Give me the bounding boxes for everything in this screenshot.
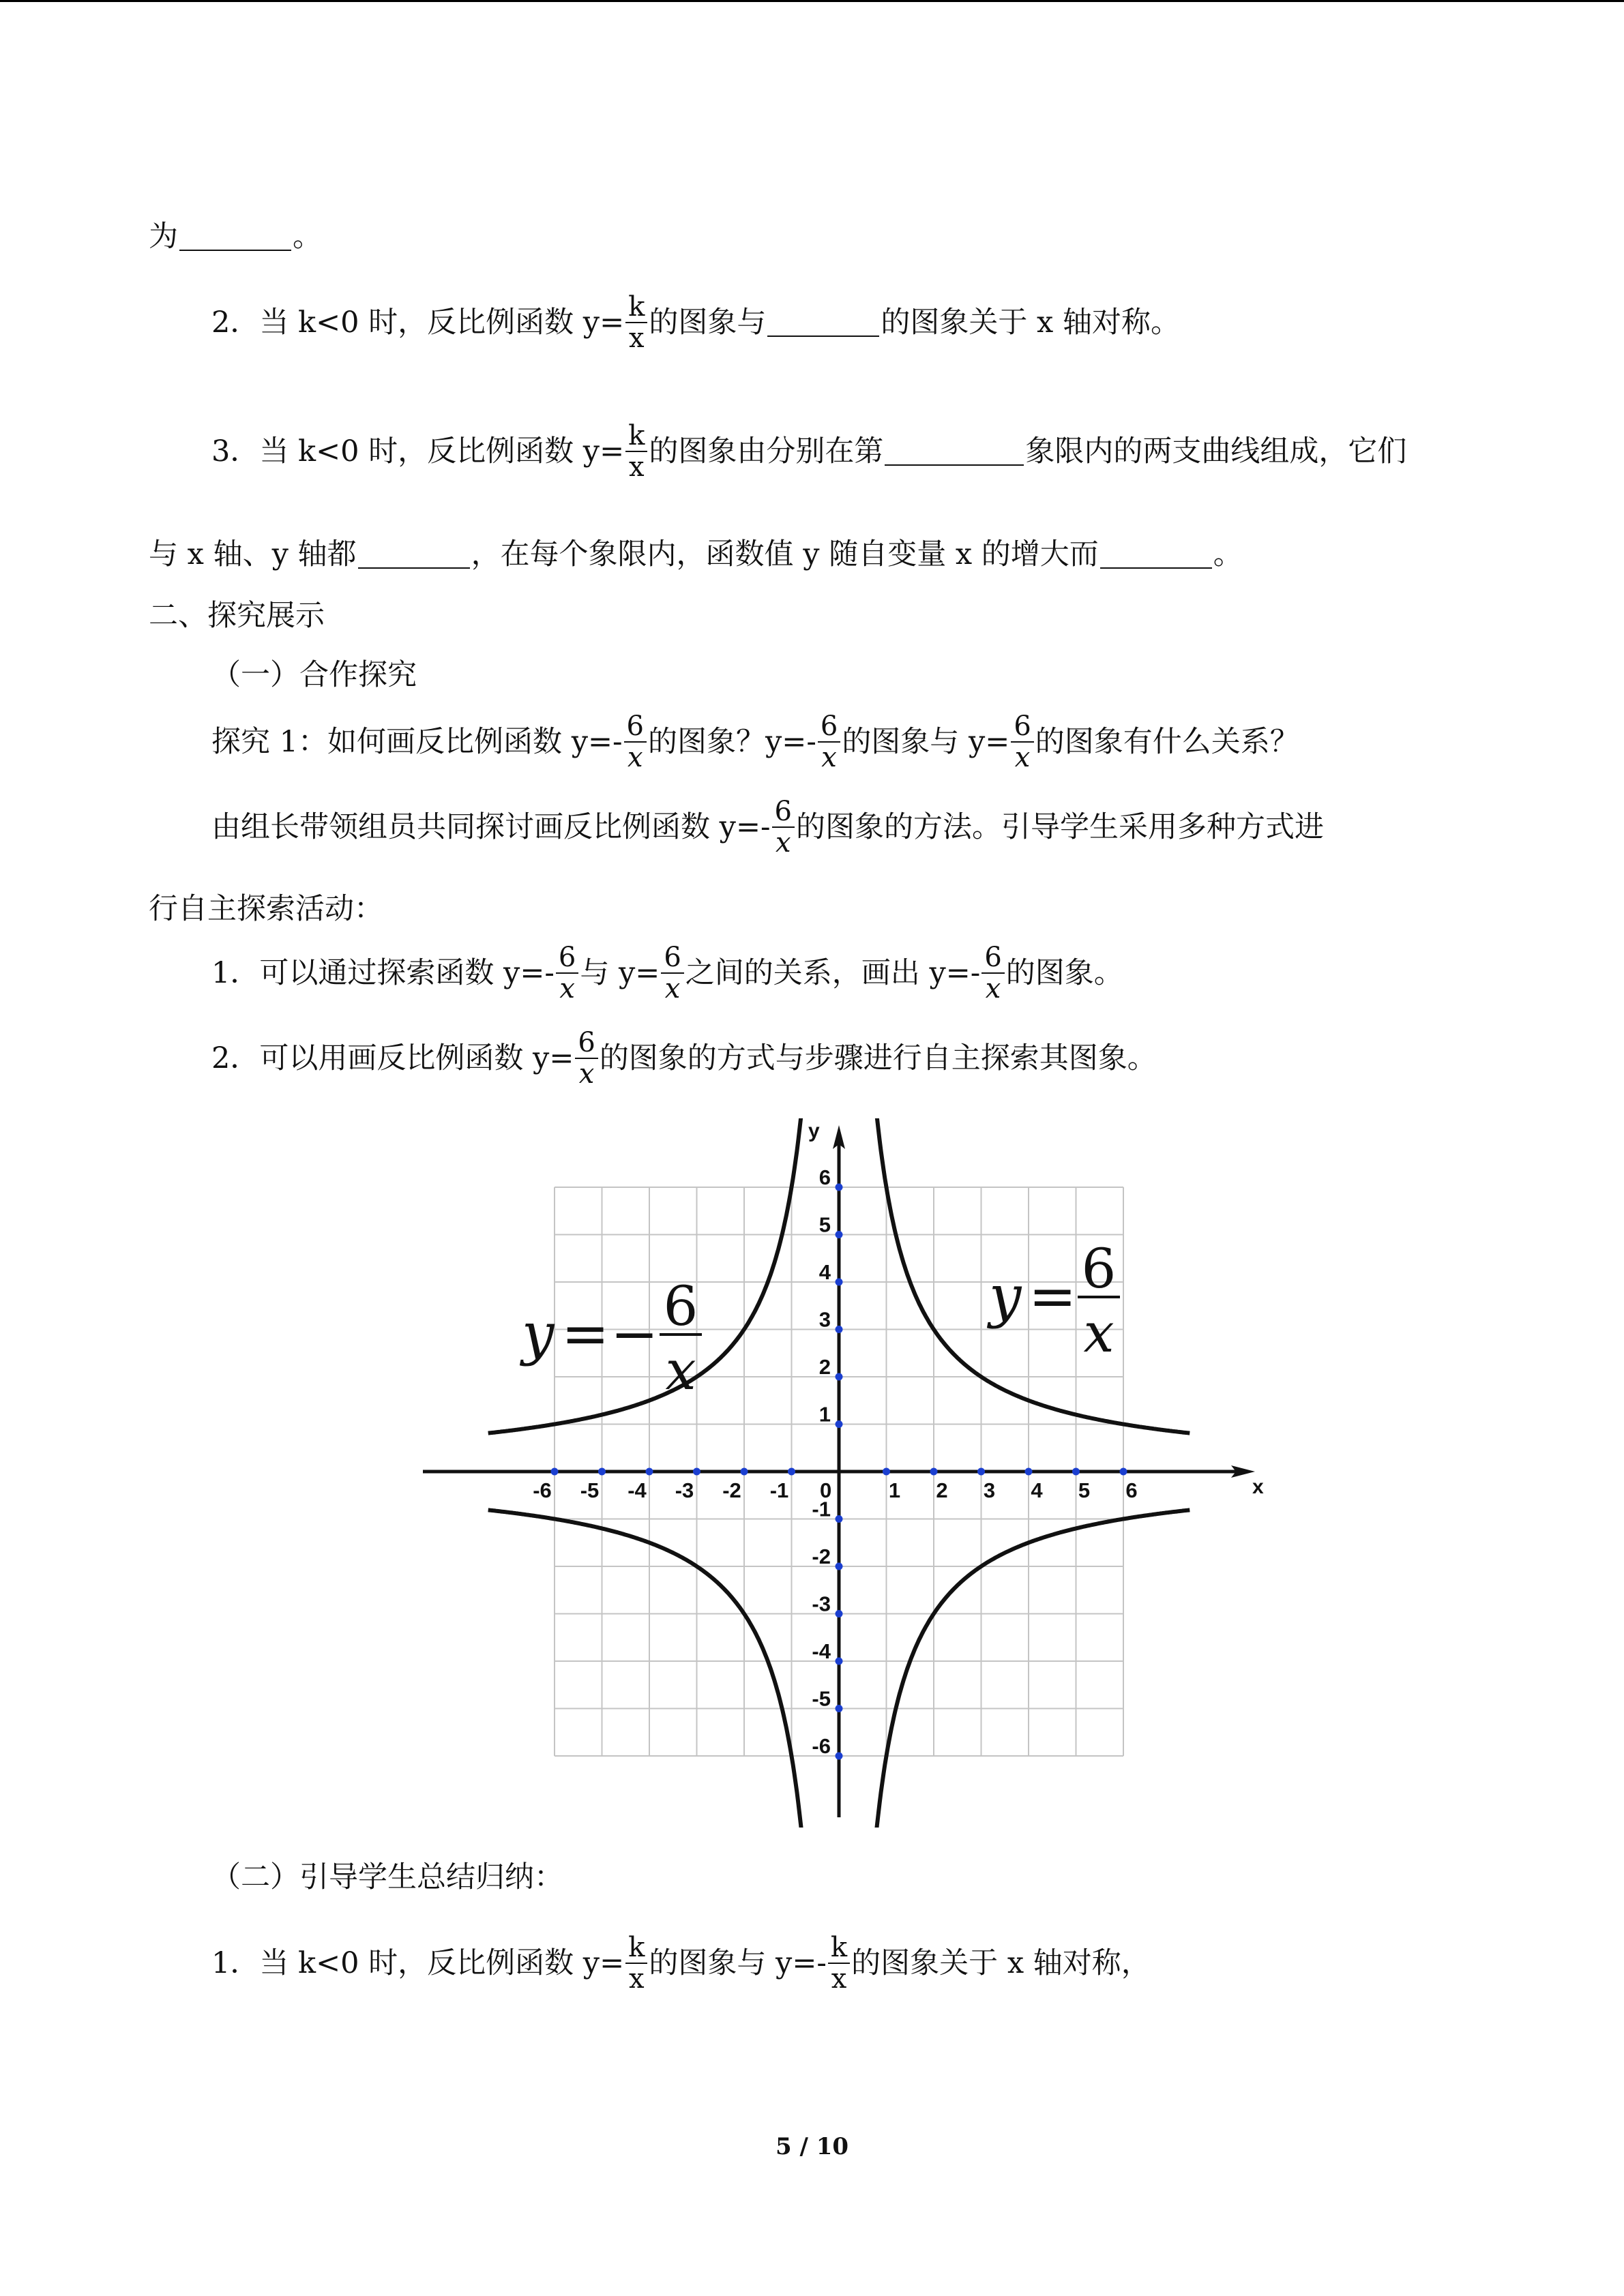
- equation-lhs: y: [522, 1300, 555, 1367]
- y-tick-label: -5: [812, 1686, 831, 1711]
- y-tick-dot: [836, 1563, 843, 1570]
- text-segment: 象限内的两支曲线组成，它们: [1025, 434, 1407, 468]
- fraction-denominator: x: [664, 973, 681, 1004]
- x-tick-label: 4: [1031, 1478, 1043, 1502]
- text-line-method-2: [0, 1021, 1624, 1096]
- fraction-denominator: x: [1014, 742, 1031, 773]
- x-tick-dot: [741, 1468, 748, 1476]
- axes: [423, 1120, 1264, 1817]
- fraction-numerator: 6: [1011, 713, 1033, 743]
- fraction-denominator: x: [831, 1963, 847, 1995]
- fraction-denominator: x: [627, 742, 643, 773]
- text-segment: （二）引导学生总结归纳：: [211, 1860, 563, 1894]
- y-tick-label: -2: [812, 1545, 831, 1568]
- y-tick-dot: [836, 1231, 843, 1238]
- text-segment: 由组长带领组员共同探讨画反比例函数 y=-: [211, 810, 771, 844]
- x-tick-dot: [1120, 1468, 1127, 1476]
- x-tick-label: -4: [628, 1478, 647, 1502]
- fraction-numerator: 6: [575, 1029, 597, 1059]
- x-tick-dot: [646, 1468, 653, 1476]
- equation-label-negative: [519, 1274, 702, 1402]
- y-axis-label: y: [808, 1120, 820, 1142]
- fraction-numerator: 6: [981, 944, 1004, 974]
- fraction-numerator: 6: [624, 713, 647, 743]
- equation-denominator: x: [665, 1339, 696, 1402]
- text-segment: 探究 1：如何画反比例函数 y=-: [211, 725, 623, 759]
- text-segment: 与 x 轴、y 轴都: [149, 537, 357, 571]
- answer-blank: [358, 540, 470, 569]
- page-number: 5 / 10: [775, 2133, 849, 2160]
- fraction-k-over-x: [625, 422, 647, 481]
- subsection-heading-summary: [0, 1840, 1624, 1915]
- x-tick-label: -5: [580, 1478, 600, 1502]
- x-tick-label: -1: [769, 1478, 789, 1502]
- fraction-k-over-x: [828, 1934, 850, 1993]
- text-segment: 2．当 k<0 时，反比例函数 y=: [211, 305, 625, 340]
- fraction-numerator: 6: [818, 713, 840, 743]
- text-line-summary-1: [0, 1926, 1624, 2001]
- text-segment: 的图象与 y=-: [649, 1946, 827, 1980]
- x-tick-label: 6: [1125, 1478, 1138, 1502]
- text-segment: 二、探究展示: [149, 599, 325, 633]
- equation-minus: −: [610, 1300, 659, 1367]
- fraction-6-over-x: [556, 944, 578, 1002]
- text-segment: 的图象与: [649, 305, 767, 340]
- fraction-6-over-x: [1011, 713, 1033, 771]
- y-tick-dot: [836, 1705, 843, 1712]
- fraction-denominator: x: [559, 973, 575, 1004]
- text-segment: 之间的关系，画出 y=-: [685, 956, 981, 990]
- fraction-6-over-x: [624, 713, 647, 771]
- fraction-6-over-x: [661, 944, 683, 1002]
- equation-numerator: 6: [663, 1274, 698, 1338]
- text-line-3: [0, 414, 1624, 489]
- fraction-numerator: k: [625, 1934, 647, 1964]
- x-tick-dot: [1025, 1468, 1033, 1476]
- y-tick-label: 6: [818, 1165, 831, 1189]
- fraction-denominator: x: [578, 1058, 595, 1090]
- fraction-numerator: 6: [556, 944, 578, 974]
- x-axis-label: x: [1252, 1476, 1264, 1498]
- text-line-1: [0, 199, 1624, 274]
- fraction-denominator: x: [775, 827, 791, 859]
- answer-blank: [767, 308, 879, 337]
- fraction-numerator: 6: [661, 944, 683, 974]
- y-tick-label: 1: [818, 1402, 831, 1427]
- y-tick-label: 4: [818, 1260, 831, 1284]
- text-segment: 的图象关于 x 轴对称。: [881, 305, 1180, 340]
- x-tick-label: -6: [533, 1478, 552, 1502]
- y-tick-dot: [836, 1753, 843, 1760]
- equation-equals: =: [1029, 1263, 1077, 1330]
- answer-blank: [885, 437, 1024, 466]
- x-tick-dot: [977, 1468, 985, 1476]
- x-tick-label: -3: [675, 1478, 694, 1502]
- fraction-numerator: k: [625, 293, 647, 323]
- text-segment: 2．可以用画反比例函数 y=: [211, 1041, 574, 1075]
- x-tick-label: 1: [888, 1478, 901, 1502]
- fraction-denominator: x: [985, 973, 1001, 1004]
- subsection-heading-cooperative: [0, 638, 1624, 713]
- fraction-k-over-x: [625, 1934, 647, 1993]
- text-segment: 。: [1213, 537, 1243, 571]
- hyperbola-branch: [488, 1118, 805, 1433]
- y-tick-dot: [836, 1658, 843, 1665]
- x-tick-dot: [598, 1468, 606, 1476]
- x-tick-dot: [693, 1468, 700, 1476]
- equation-label-positive: [986, 1237, 1120, 1365]
- text-segment: 的图象？y=-: [648, 725, 816, 759]
- x-tick-label: 5: [1078, 1478, 1091, 1502]
- text-segment: 3．当 k<0 时，反比例函数 y=: [211, 434, 625, 468]
- y-tick-label: -4: [812, 1639, 831, 1663]
- equation-lhs: y: [989, 1263, 1022, 1330]
- text-line-explore-1: [0, 704, 1624, 779]
- text-segment: 1．可以通过探索函数 y=-: [211, 956, 555, 990]
- graph-svg: [409, 1118, 1282, 1828]
- fraction-6-over-x: [981, 944, 1004, 1002]
- x-tick-label: 3: [983, 1478, 996, 1502]
- x-tick-dot: [788, 1468, 795, 1476]
- text-segment: 的图象关于 x 轴对称，: [851, 1946, 1151, 1980]
- ticks: [533, 1165, 1137, 1760]
- answer-blank: [1100, 540, 1212, 569]
- y-tick-dot: [836, 1326, 843, 1333]
- hyperbola-branch: [488, 1510, 805, 1828]
- text-segment: 的图象。: [1005, 956, 1123, 990]
- y-tick-dot: [836, 1279, 843, 1286]
- y-tick-dot: [836, 1610, 843, 1617]
- text-segment: 。: [293, 220, 322, 254]
- x-tick-dot: [551, 1468, 559, 1476]
- fraction-6-over-x: [818, 713, 840, 771]
- fraction-k-over-x: [625, 293, 647, 352]
- x-tick-dot: [883, 1468, 890, 1476]
- text-segment: 的图象有什么关系？: [1035, 725, 1299, 759]
- fraction-denominator: x: [628, 451, 645, 483]
- x-tick-label: 0: [820, 1478, 832, 1502]
- answer-blank: [179, 222, 291, 251]
- text-segment: ，在每个象限内，函数值 y 随自变量 x 的增大而: [471, 537, 1099, 571]
- text-segment: 的图象的方法。引导学生采用多种方式进: [795, 810, 1324, 844]
- text-segment: 1．当 k<0 时，反比例函数 y=: [211, 1946, 625, 1980]
- text-segment: 与 y=: [580, 956, 660, 990]
- fraction-denominator: x: [821, 742, 837, 773]
- fraction-6-over-x: [575, 1029, 597, 1088]
- x-tick-label: -2: [722, 1478, 741, 1502]
- x-tick-dot: [1072, 1468, 1080, 1476]
- text-segment: 的图象与 y=: [842, 725, 1010, 759]
- y-tick-label: -1: [812, 1497, 831, 1521]
- top-border-line: [0, 0, 1624, 2]
- text-segment: 的图象由分别在第: [649, 434, 884, 468]
- y-tick-dot: [836, 1373, 843, 1381]
- hyperbola-branch: [873, 1510, 1190, 1828]
- equation-equals: =: [561, 1300, 610, 1367]
- text-line-method-1: [0, 936, 1624, 1011]
- fraction-numerator: 6: [772, 798, 795, 828]
- text-segment: 为: [149, 220, 178, 254]
- fraction-6-over-x: [772, 796, 795, 859]
- y-tick-label: 5: [818, 1212, 831, 1237]
- text-segment: 的图象的方式与步骤进行自主探索其图象。: [599, 1041, 1157, 1075]
- fraction-numerator: k: [625, 422, 647, 452]
- y-tick-label: 3: [818, 1307, 831, 1332]
- text-line-2: [0, 285, 1624, 360]
- text-line-explore-2: [0, 790, 1624, 865]
- equation-numerator: 6: [1081, 1237, 1117, 1300]
- fraction-denominator: x: [628, 323, 645, 354]
- text-segment: 行自主探索活动：: [149, 892, 383, 926]
- y-tick-label: 2: [818, 1355, 831, 1379]
- equation-denominator: x: [1083, 1301, 1114, 1365]
- y-tick-dot: [836, 1515, 843, 1523]
- y-tick-dot: [836, 1184, 843, 1191]
- y-tick-label: -6: [812, 1734, 831, 1758]
- y-tick-dot: [836, 1420, 843, 1428]
- fraction-denominator: x: [628, 1963, 645, 1995]
- text-segment: （一）合作探究: [211, 658, 417, 692]
- y-tick-label: -3: [812, 1592, 831, 1616]
- x-tick-label: 2: [936, 1478, 948, 1502]
- fraction-numerator: k: [828, 1934, 850, 1964]
- hyperbola-graph: [409, 1118, 1282, 1828]
- x-tick-dot: [930, 1468, 938, 1476]
